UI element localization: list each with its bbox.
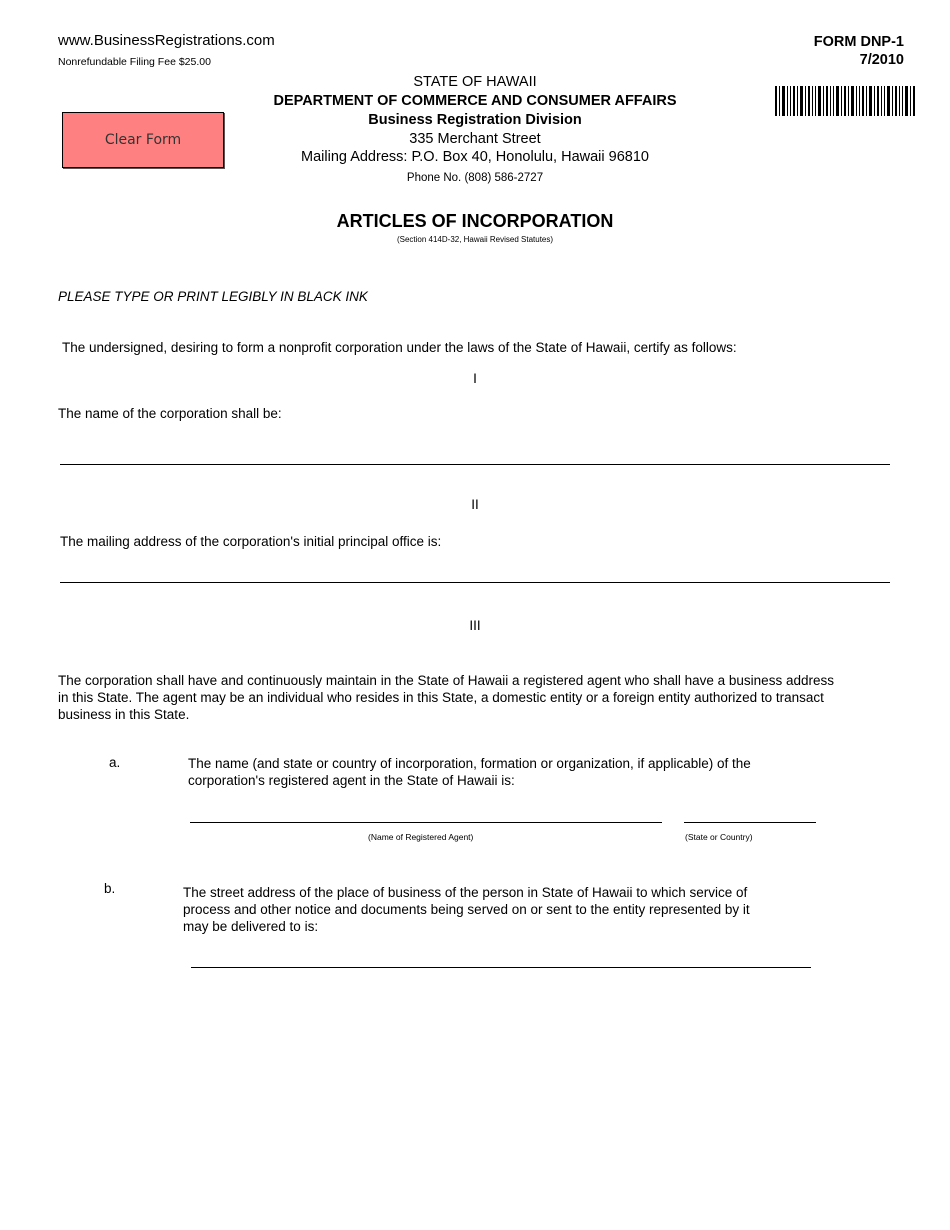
section-iii-numeral: III xyxy=(469,618,481,633)
principal-office-address-line xyxy=(60,582,890,583)
registered-agent-caption: (Name of Registered Agent) xyxy=(368,832,474,842)
item-b-text-line-1: The street address of the place of business of the person in State of Hawaii to which service of xyxy=(183,885,748,900)
document-title: ARTICLES OF INCORPORATION xyxy=(336,211,614,231)
item-a-text-line-1: The name (and state or country of incorporation, formation or organization, if applicable) of the xyxy=(188,756,751,771)
section-i-numeral: I xyxy=(473,371,477,386)
agency-phone: Phone No. (808) 586-2727 xyxy=(406,172,544,184)
website-url: www.BusinessRegistrations.com xyxy=(58,32,275,49)
filing-fee: Nonrefundable Filing Fee $25.00 xyxy=(58,56,211,68)
section-iii-text-line-3: business in this State. xyxy=(58,707,190,722)
agent-state-country-line xyxy=(684,822,816,823)
section-ii-numeral: II xyxy=(471,497,479,512)
agency-division: Business Registration Division xyxy=(368,112,582,128)
statute-reference: (Section 414D-32, Hawaii Revised Statutes) xyxy=(396,235,554,244)
registered-agent-name-line xyxy=(190,822,662,823)
state-country-caption: (State or Country) xyxy=(685,832,753,842)
item-a-label: a. xyxy=(109,755,121,770)
instruction-text: PLEASE TYPE OR PRINT LEGIBLY IN BLACK INK xyxy=(58,289,368,304)
item-b-text-line-2: process and other notice and documents being served on or sent to the entity represented by it xyxy=(183,902,750,917)
section-ii-text: The mailing address of the corporation's initial principal office is: xyxy=(60,534,442,549)
section-iii-text-line-2: in this State. The agent may be an individual who resides in this State, a domestic entity or a foreign entity authorized to transact xyxy=(58,690,824,705)
service-address-line xyxy=(191,967,811,968)
form-date: 7/2010 xyxy=(859,52,904,68)
item-b-label: b. xyxy=(104,881,116,896)
corporation-name-line xyxy=(60,464,890,465)
agency-street: 335 Merchant Street xyxy=(409,131,541,147)
section-i-text: The name of the corporation shall be: xyxy=(58,406,282,421)
intro-text: The undersigned, desiring to form a nonprofit corporation under the laws of the State of Hawaii, certify as follows: xyxy=(62,340,737,355)
item-a-text-line-2: corporation's registered agent in the State of Hawaii is: xyxy=(188,773,515,788)
clear-form-button[interactable]: Clear Form xyxy=(62,112,224,168)
agency-department: DEPARTMENT OF COMMERCE AND CONSUMER AFFAIRS xyxy=(273,93,677,109)
agency-mailing-address: Mailing Address: P.O. Box 40, Honolulu, Hawaii 96810 xyxy=(301,149,649,165)
item-b-text-line-3: may be delivered to is: xyxy=(183,919,319,934)
section-iii-text-line-1: The corporation shall have and continuously maintain in the State of Hawaii a registered agent who shall have a business address xyxy=(58,673,834,688)
agency-state: STATE OF HAWAII xyxy=(413,74,537,90)
form-number: FORM DNP-1 xyxy=(813,34,904,50)
